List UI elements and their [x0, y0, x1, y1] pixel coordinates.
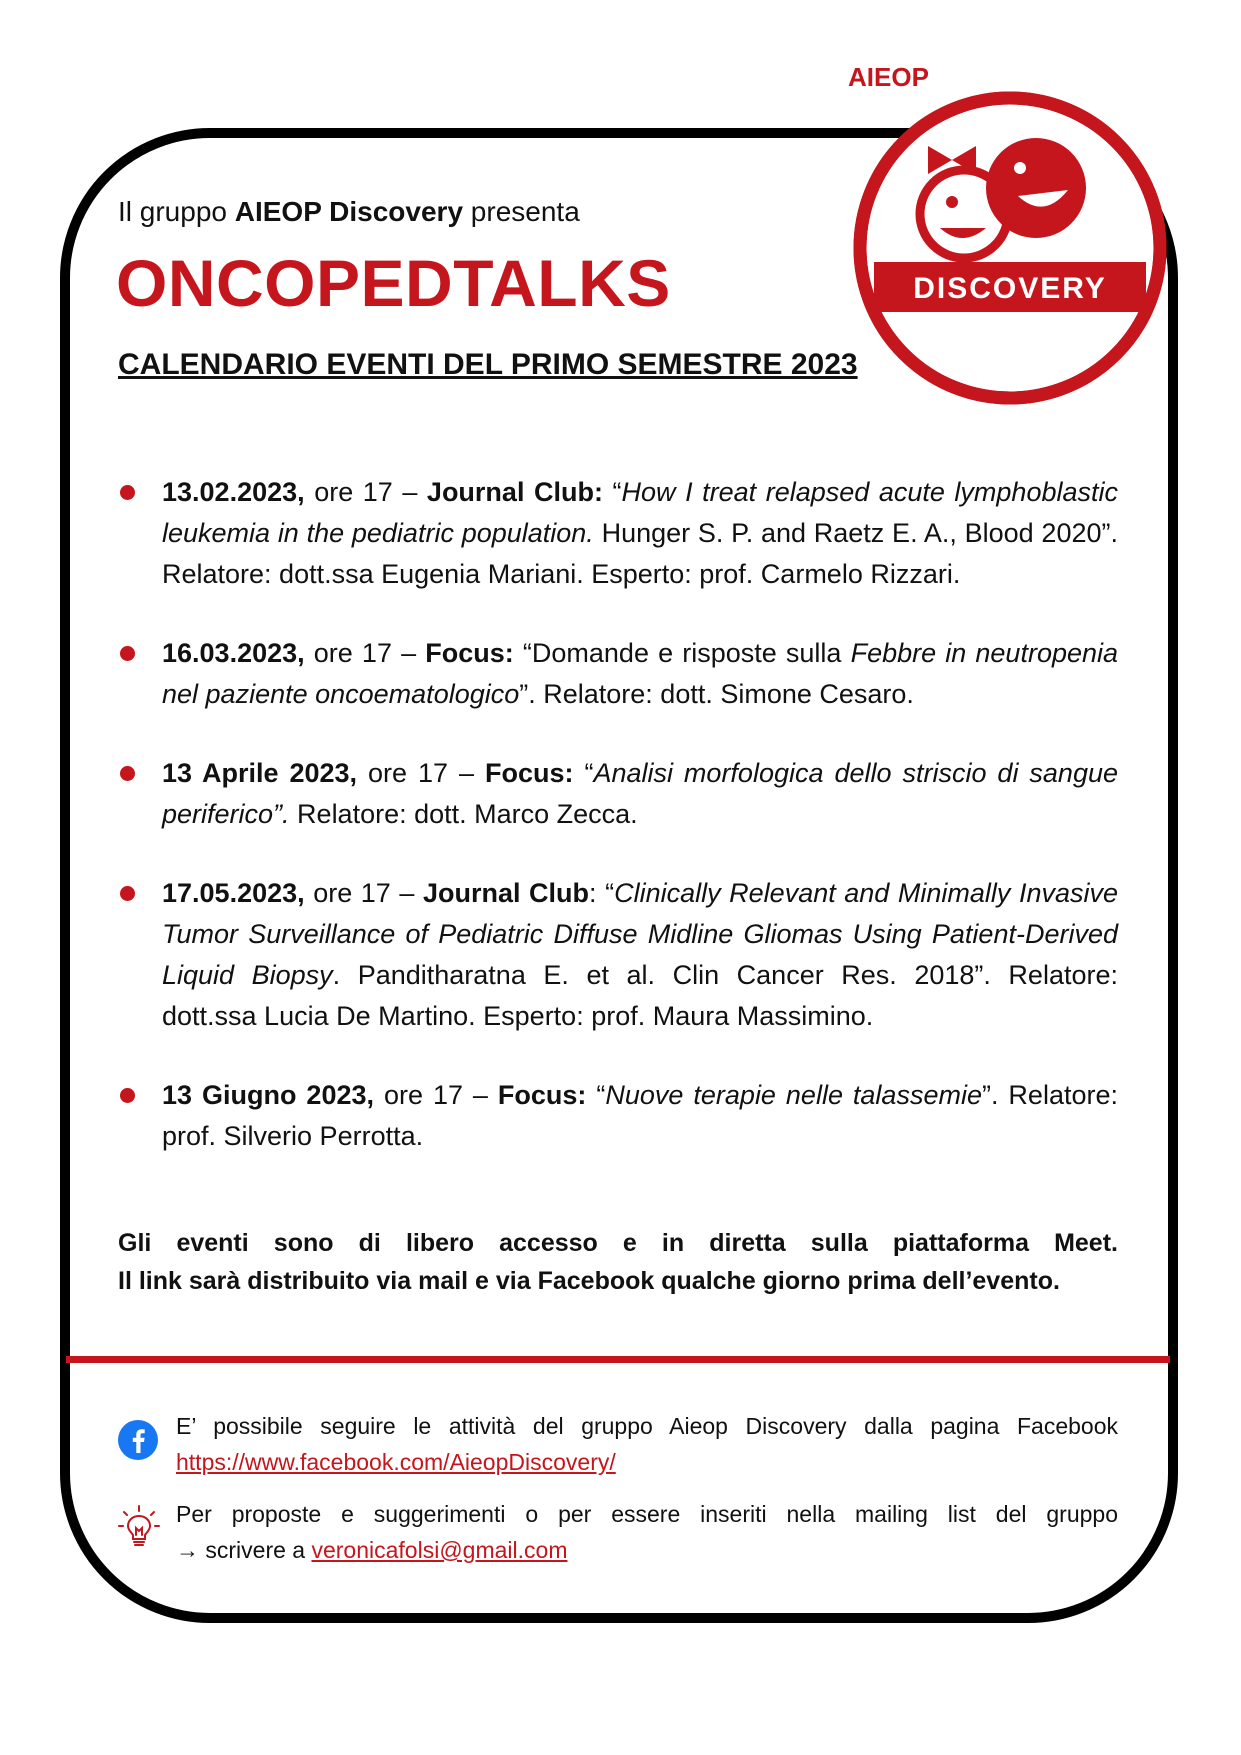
- event-item: [118, 1075, 1118, 1157]
- event-time: ore 17 –: [357, 758, 485, 788]
- logo-top-text: AIEOP: [848, 62, 929, 92]
- page-title: ONCOPEDTALKS: [116, 246, 671, 320]
- email-link[interactable]: veronicafolsi@gmail.com: [311, 1537, 568, 1563]
- facebook-row: [118, 1408, 1118, 1480]
- intro-group-name: AIEOP Discovery: [234, 196, 464, 227]
- facebook-icon[interactable]: [118, 1420, 158, 1460]
- event-title: Analisi morfologica dello striscio di sangue periferico”.: [162, 758, 1118, 829]
- bullet-dot: [120, 646, 135, 661]
- event-type: Journal Club:: [426, 477, 603, 507]
- event-item: [118, 472, 1118, 595]
- intro-line: [118, 196, 580, 228]
- event-time: ore 17 –: [374, 1080, 498, 1110]
- event-date: 13.02.2023,: [162, 477, 305, 507]
- facebook-link[interactable]: https://www.facebook.com/AieopDiscovery/: [176, 1449, 616, 1475]
- event-date: 16.03.2023,: [162, 638, 305, 668]
- logo-bottom-text: DISCOVERY: [913, 272, 1107, 305]
- notice-line-1: Gli eventi sono di libero accesso e in diretta sulla piattaforma Meet.: [118, 1229, 1118, 1257]
- intro-prefix: Il gruppo: [118, 196, 235, 227]
- event-text: “: [573, 758, 594, 788]
- event-title: Febbre in neutropenia nel paziente oncoematologico: [162, 638, 1119, 709]
- access-notice: [118, 1224, 1118, 1300]
- event-text: “: [586, 1080, 606, 1110]
- event-details: . Panditharatna E. et al. Clin Cancer Res. 2018”. Relatore: dott.ssa Lucia De Martino. Esperto: prof. Maura Massimino.: [162, 960, 1118, 1031]
- event-details: ”. Relatore: dott. Simone Cesaro.: [519, 679, 914, 709]
- lightbulb-icon: [118, 1504, 160, 1550]
- event-title: Clinically Relevant and Minimally Invasive Tumor Surveillance of Pediatric Diffuse Midline Gliomas Using Patient-Derived Liquid Biopsy: [162, 878, 1119, 990]
- bullet-dot: [120, 1088, 135, 1103]
- mailing-text: Per proposte e suggerimenti o per essere inseriti nella mailing list del gruppo: [176, 1501, 1118, 1527]
- mailing-text-block: [176, 1496, 1118, 1568]
- event-text: “Domande e risposte sulla: [513, 638, 851, 668]
- event-time: ore 17 –: [304, 477, 427, 507]
- bullet-dot: [120, 485, 135, 500]
- event-time: ore 17 –: [304, 638, 426, 668]
- event-type: Journal Club: [422, 878, 590, 908]
- intro-suffix: presenta: [463, 196, 580, 227]
- event-title: How I treat relapsed acute lymphoblastic leukemia in the pediatric population.: [162, 477, 1118, 548]
- event-date: 17.05.2023,: [162, 878, 305, 908]
- aieop-discovery-logo: [848, 62, 1172, 410]
- event-details: ”. Relatore: prof. Silverio Perrotta.: [162, 1080, 1118, 1151]
- event-date: 13 Giugno 2023,: [162, 1080, 374, 1110]
- mailing-row: [118, 1496, 1118, 1568]
- red-divider: [66, 1356, 1170, 1363]
- event-type: Focus:: [497, 1080, 587, 1110]
- event-details: Hunger S. P. and Raetz E. A., Blood 2020”. Relatore: dott.ssa Eugenia Mariani. Esperto: prof. Carmelo Rizzari.: [162, 518, 1118, 589]
- event-text: “: [602, 477, 622, 507]
- calendar-subtitle: CALENDARIO EVENTI DEL PRIMO SEMESTRE 2023: [118, 348, 858, 381]
- event-item: [118, 753, 1118, 835]
- facebook-text-block: [176, 1408, 1118, 1480]
- event-item: [118, 873, 1118, 1037]
- event-type: Focus:: [484, 758, 574, 788]
- event-text: : “: [589, 878, 615, 908]
- mailing-prefix: → scrivere a: [176, 1537, 312, 1563]
- event-date: 13 Aprile 2023,: [162, 758, 358, 788]
- event-list: [118, 472, 1118, 1195]
- notice-line-2: Il link sarà distribuito via mail e via Facebook qualche giorno prima dell’evento.: [118, 1267, 1060, 1295]
- bullet-dot: [120, 886, 135, 901]
- event-title: Nuove terapie nelle talassemie: [605, 1080, 982, 1110]
- event-details: Relatore: dott. Marco Zecca.: [289, 799, 638, 829]
- event-type: Focus:: [425, 638, 514, 668]
- event-item: [118, 633, 1118, 715]
- facebook-text: E’ possibile seguire le attività del gruppo Aieop Discovery dalla pagina Facebook: [176, 1413, 1118, 1439]
- bullet-dot: [120, 766, 135, 781]
- event-time: ore 17 –: [304, 878, 423, 908]
